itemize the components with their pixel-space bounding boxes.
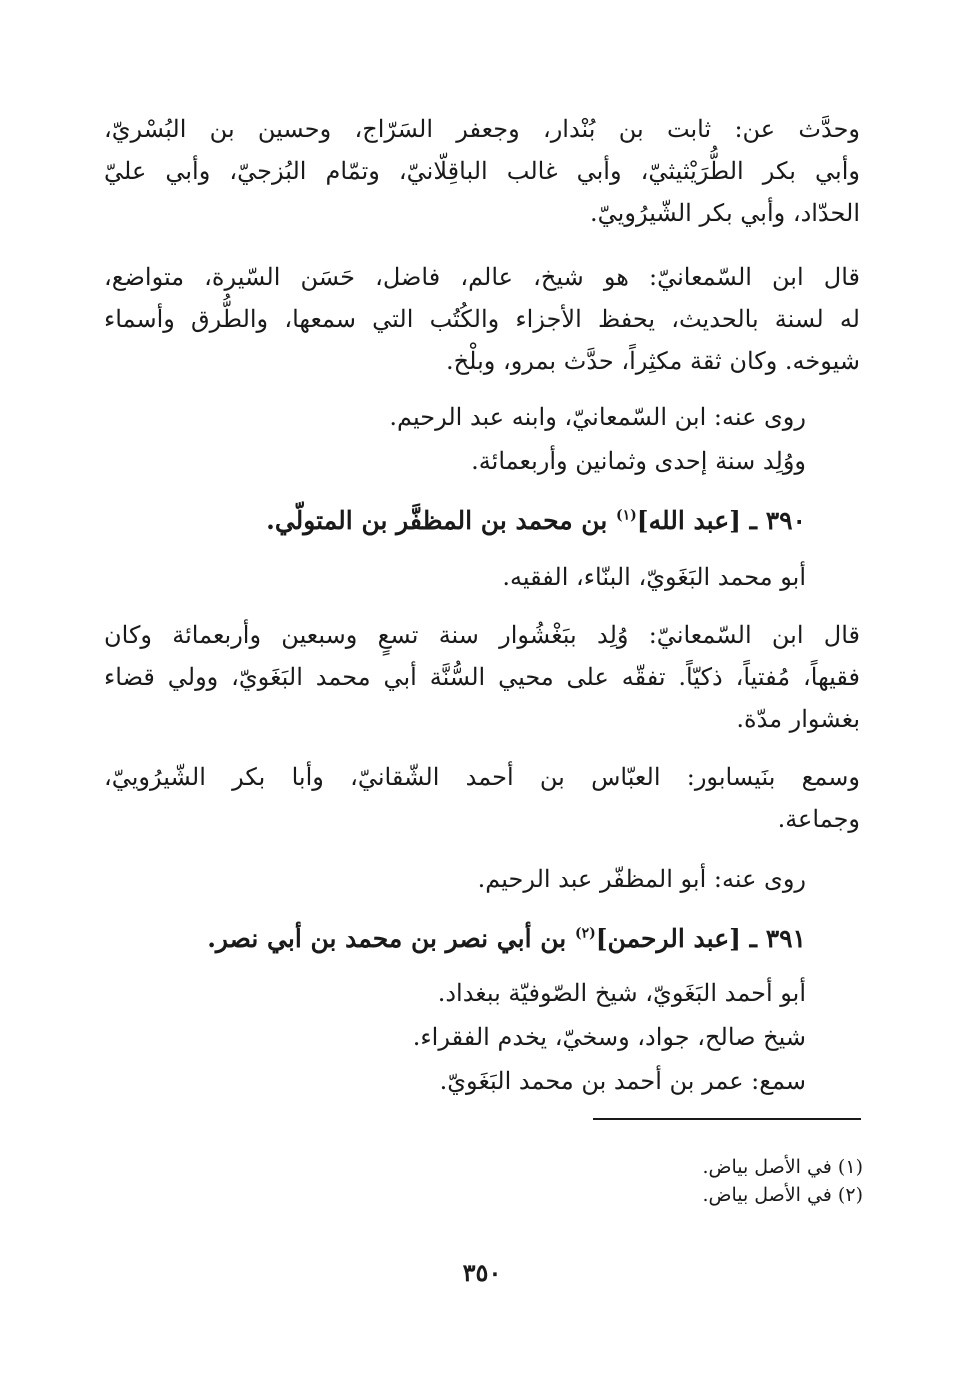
text-line: وحدَّث عن: ثابت بن بُنْدار، وجعفر السَرّاج، وحسين بن البُسْريّ، bbox=[104, 115, 860, 143]
page-number: ٣٥٠ bbox=[462, 1258, 502, 1287]
entry-number: ٣٩٠ ـ [عبد الله] bbox=[636, 506, 806, 535]
footnote-ref: (٢) bbox=[574, 925, 596, 942]
footnote-ref: (١) bbox=[616, 507, 637, 524]
footnote-divider bbox=[593, 1118, 861, 1120]
entry-name: بن أبي نصر بن محمد بن أبي نصر. bbox=[207, 924, 575, 953]
footnote: (٢) في الأصل بياض. bbox=[702, 1184, 863, 1206]
text-line: شيوخه. وكان ثقة مكثِراً، حدَّث بمرو، وبلْخ. bbox=[446, 347, 860, 375]
text-line: وسمع بنَيسابور: العبّاس بن أحمد الشّقانيّ، وأبا بكر الشّيرُوييّ، bbox=[104, 763, 860, 791]
text-line: أبو محمد البَغَويّ، البنّاء، الفقيه. bbox=[502, 563, 806, 591]
entry-heading bbox=[207, 918, 806, 960]
text-line: وجماعة. bbox=[777, 805, 860, 833]
text-line: الحدّاد، وأبي بكر الشّيرُوييّ. bbox=[590, 199, 860, 227]
text-line: أبو أحمد البَغَويّ، شيخ الصّوفيّة ببغداد. bbox=[437, 979, 806, 1007]
text-line: فقيهاً، مُفتياً، ذكيّاً. تفقّه على محيي السُّنَّة أبي محمد البَغَويّ، وولي قضاء bbox=[104, 663, 861, 691]
text-line: قال ابن السّمعانيّ: هو شيخ، عالم، فاضل، حَسَن السّيرة، متواضع، bbox=[104, 263, 860, 291]
text-line: بغشوار مدّة. bbox=[736, 705, 860, 733]
footnote: (١) في الأصل بياض. bbox=[702, 1156, 863, 1178]
text-line: شيخ صالح، جواد، وسخيّ، يخدم الفقراء. bbox=[412, 1023, 806, 1051]
entry-heading bbox=[266, 500, 806, 542]
entry-name: بن محمد بن المظفَّر بن المتولّي. bbox=[266, 506, 616, 535]
text-line: سمع: عمر بن أحمد بن محمد البَغَويّ. bbox=[439, 1067, 806, 1095]
text-line: روى عنه: أبو المظفّر عبد الرحيم. bbox=[477, 865, 806, 893]
text-line: وأبي بكر الطُّرَيْثيثيّ، وأبي غالب الباقِلّانيّ، وتمّام البُزجيّ، وأبي عليّ bbox=[104, 157, 860, 185]
entry-number: ٣٩١ ـ [عبد الرحمن] bbox=[595, 924, 806, 953]
text-line: ووُلِد سنة إحدى وثمانين وأربعمائة. bbox=[471, 447, 806, 475]
text-line: قال ابن السّمعانيّ: وُلِد ببَغْشُوار سنة تسعٍ وسبعين وأربعمائة وكان bbox=[104, 621, 860, 649]
text-line: له لسنة بالحديث، يحفظ الأجزاء والكُتُب التي سمعها، والطُّرق وأسماء bbox=[104, 305, 860, 333]
text-line: روى عنه: ابن السّمعانيّ، وابنه عبد الرحيم. bbox=[389, 403, 806, 431]
